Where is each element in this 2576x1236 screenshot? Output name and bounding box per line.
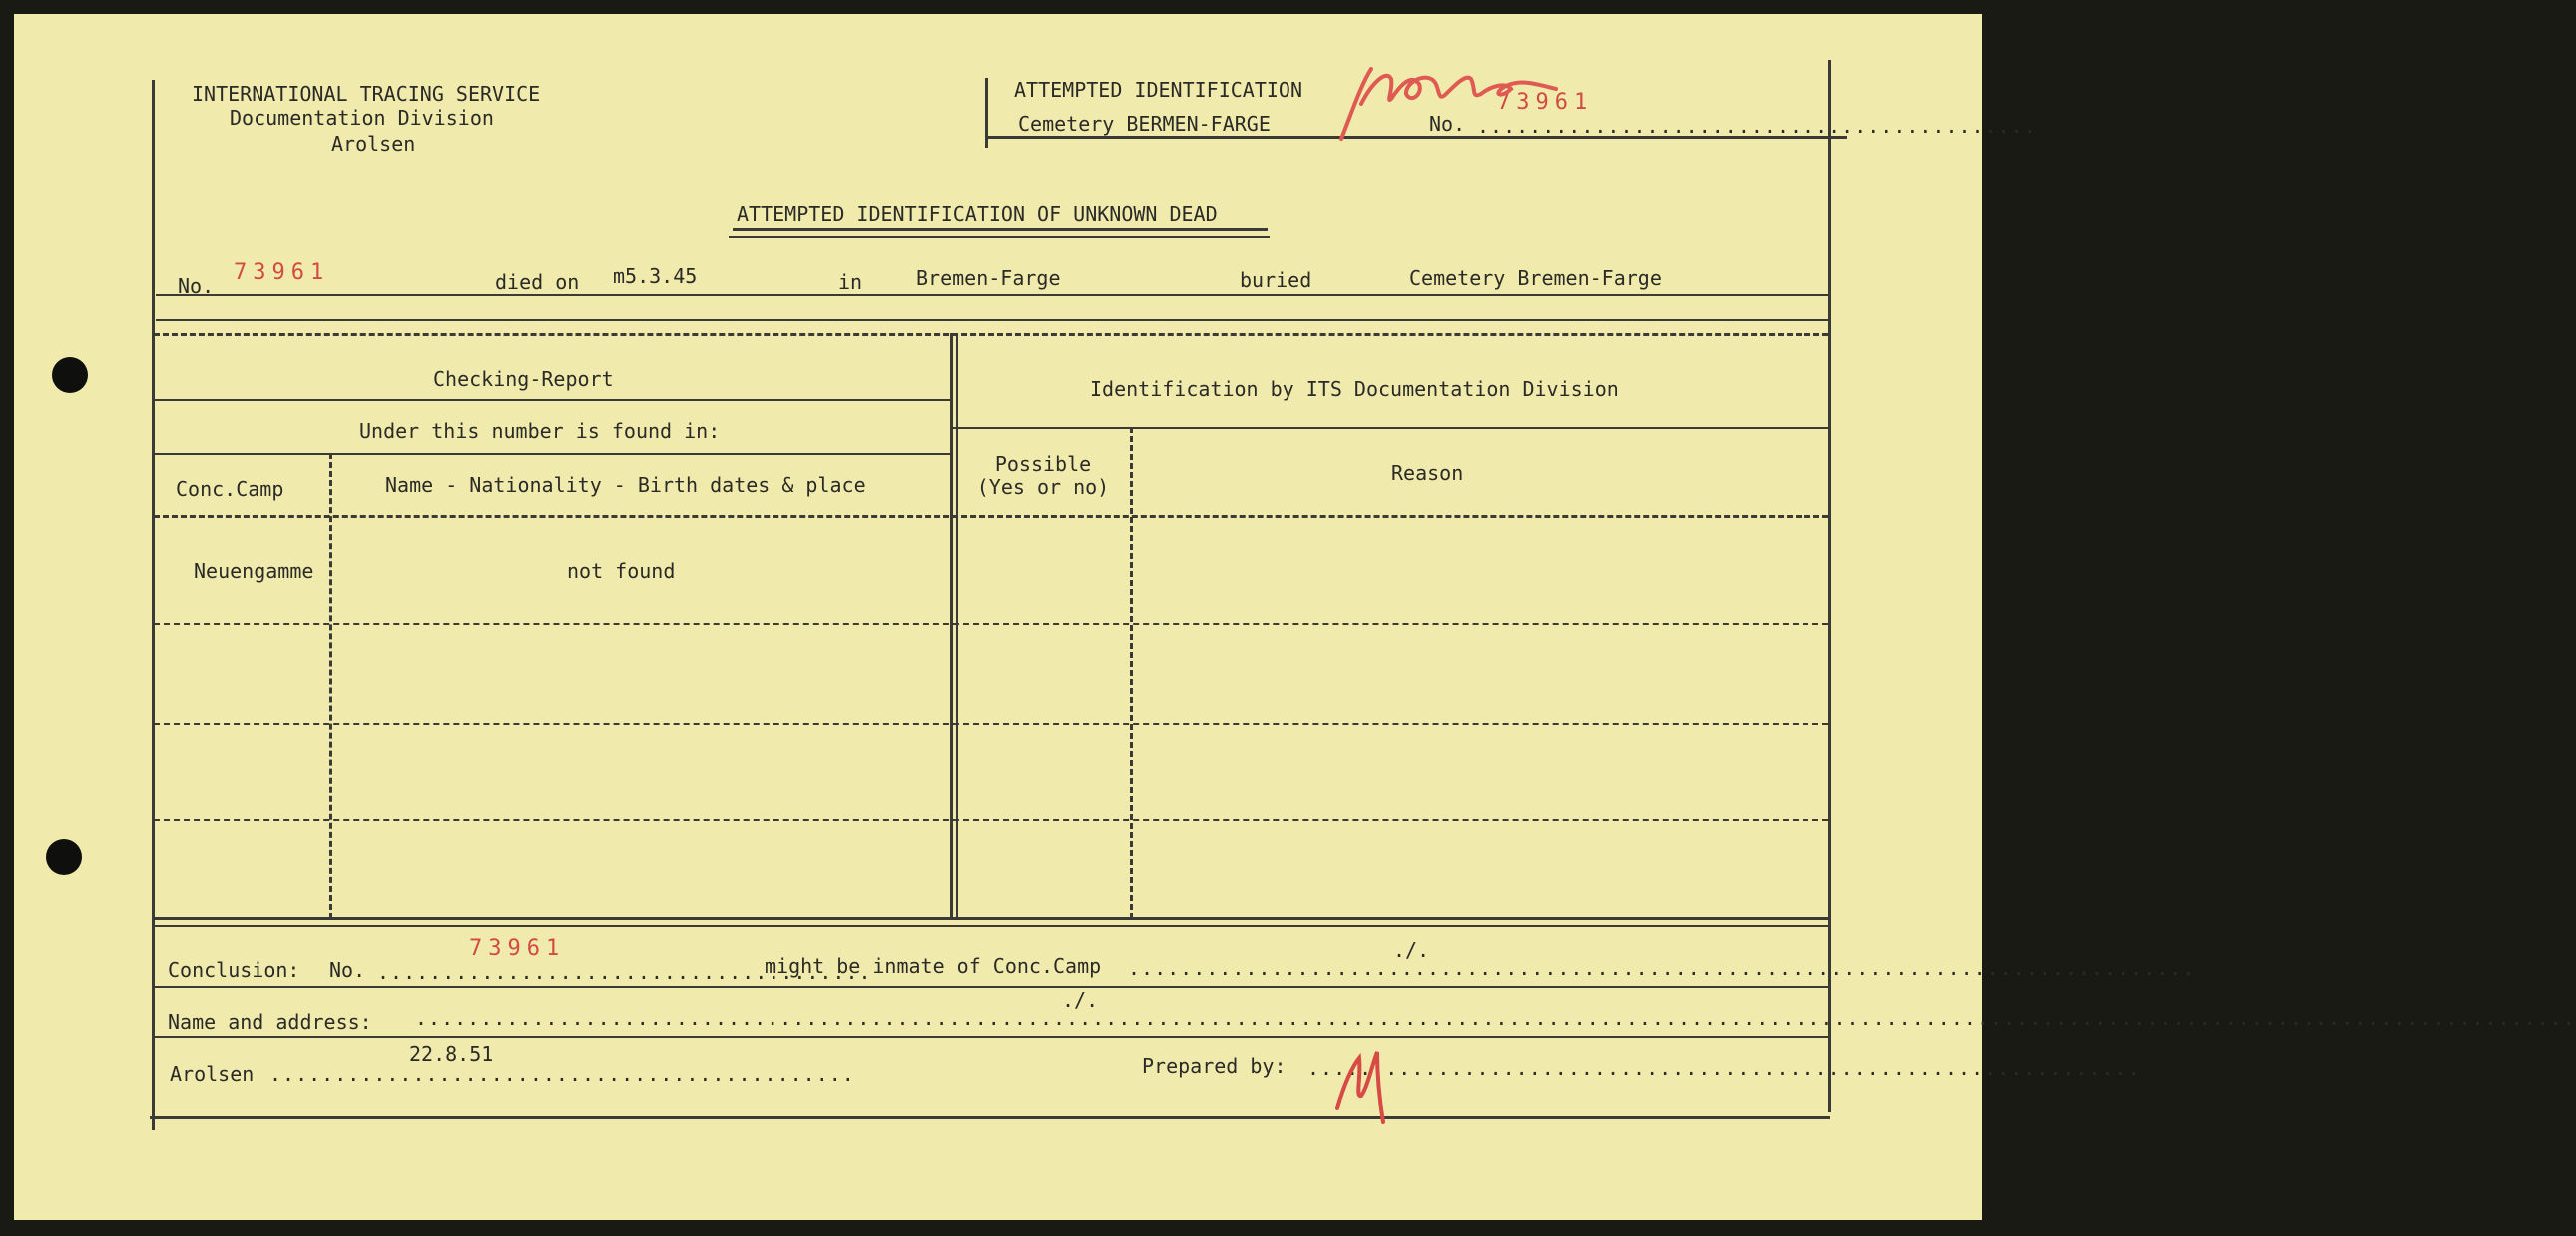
col-possible-header	[956, 453, 1130, 499]
record-underline-2	[156, 319, 1828, 321]
table-top	[154, 333, 1828, 336]
row-line-2	[154, 723, 1828, 725]
arolsen-label: Arolsen	[170, 1062, 255, 1086]
name-address-value: ./.	[1062, 988, 1099, 1012]
org-city: Arolsen	[331, 132, 416, 156]
table-bottom-2	[154, 925, 1828, 927]
conclusion-label: Conclusion:	[168, 958, 300, 982]
checking-subtitle: Under this number is found in:	[359, 419, 721, 443]
frame-left	[152, 80, 155, 1130]
burial-place: Cemetery Bremen-Farge	[1409, 266, 1662, 290]
name-address-dots: ......................................................................................................................................................................	[415, 1006, 2576, 1030]
org-division: Documentation Division	[230, 106, 494, 130]
in-label: in	[838, 270, 863, 294]
header-no-value: 73961	[1497, 90, 1594, 115]
checking-subtitle-line	[154, 453, 952, 455]
signature	[1331, 1038, 1411, 1128]
prepared-by-dots: ................................................................	[1307, 1056, 2141, 1080]
inmate-label: might be inmate of Conc.Camp	[765, 954, 1102, 978]
died-value: m5.3.45	[613, 264, 698, 288]
record-no-value: 73961	[234, 260, 330, 285]
checking-title-line	[154, 399, 952, 401]
header-no-label: No.	[1429, 112, 1466, 136]
header-box-title: ATTEMPTED IDENTIFICATION	[1014, 78, 1302, 102]
checking-title: Checking-Report	[433, 367, 614, 391]
row1-name: not found	[567, 559, 676, 583]
title-underline-2	[729, 236, 1270, 238]
row-line-3	[154, 819, 1828, 821]
identification-title-line	[952, 427, 1828, 429]
name-address-line	[154, 1036, 1828, 1038]
prepared-by-label: Prepared by:	[1142, 1054, 1287, 1078]
table-bottom	[154, 917, 1828, 920]
col-divider-middle	[950, 333, 953, 919]
col-possible-l2: (Yes or no)	[976, 475, 1110, 499]
org-name: INTERNATIONAL TRACING SERVICE	[192, 82, 541, 106]
col-reason-header: Reason	[1391, 461, 1464, 485]
identification-title: Identification by ITS Documentation Division	[1090, 377, 1619, 401]
row-line-1	[154, 623, 1828, 625]
inmate-dots: ..................................................................................	[1128, 956, 2196, 980]
table-header-divider	[154, 515, 1828, 518]
died-label: died on	[495, 270, 580, 294]
conclusion-no-label: No.	[329, 958, 366, 982]
index-card	[14, 14, 2576, 1220]
col-possible-l1: Possible	[994, 452, 1092, 476]
signature-mark	[1331, 1038, 1411, 1128]
handwritten-none-note	[1331, 44, 1561, 144]
title-underline-1	[733, 228, 1268, 231]
frame-bottom	[150, 1116, 1830, 1119]
name-address-label: Name and address:	[168, 1010, 372, 1034]
col-camp-header: Conc.Camp	[176, 477, 284, 501]
date-dots: .............................................	[269, 1062, 855, 1086]
header-cemetery: Cemetery BERMEN-FARGE	[1018, 112, 1271, 136]
conclusion-no-value: 73961	[469, 936, 566, 961]
col-divider-middle-2	[956, 333, 958, 919]
row1-camp: Neuengamme	[194, 559, 314, 583]
date-value: 22.8.51	[409, 1042, 494, 1066]
header-no-dots: ...........................................	[1477, 114, 2037, 138]
punch-hole-bottom	[46, 839, 82, 875]
frame-right	[1828, 60, 1831, 1112]
conclusion-line	[154, 986, 1828, 988]
col-divider-possible	[1130, 427, 1133, 919]
form-title: ATTEMPTED IDENTIFICATION OF UNKNOWN DEAD	[737, 202, 1218, 226]
col-divider-camp	[329, 453, 332, 919]
buried-label: buried	[1240, 268, 1312, 292]
conclusion-no-dots: ......................................	[377, 960, 872, 984]
place-of-death: Bremen-Farge	[916, 266, 1061, 290]
record-no-label: No.	[178, 274, 215, 298]
inmate-value: ./.	[1393, 938, 1430, 962]
punch-hole-top	[52, 357, 88, 393]
col-name-header: Name - Nationality - Birth dates & place	[385, 473, 866, 497]
record-underline	[156, 294, 1828, 296]
